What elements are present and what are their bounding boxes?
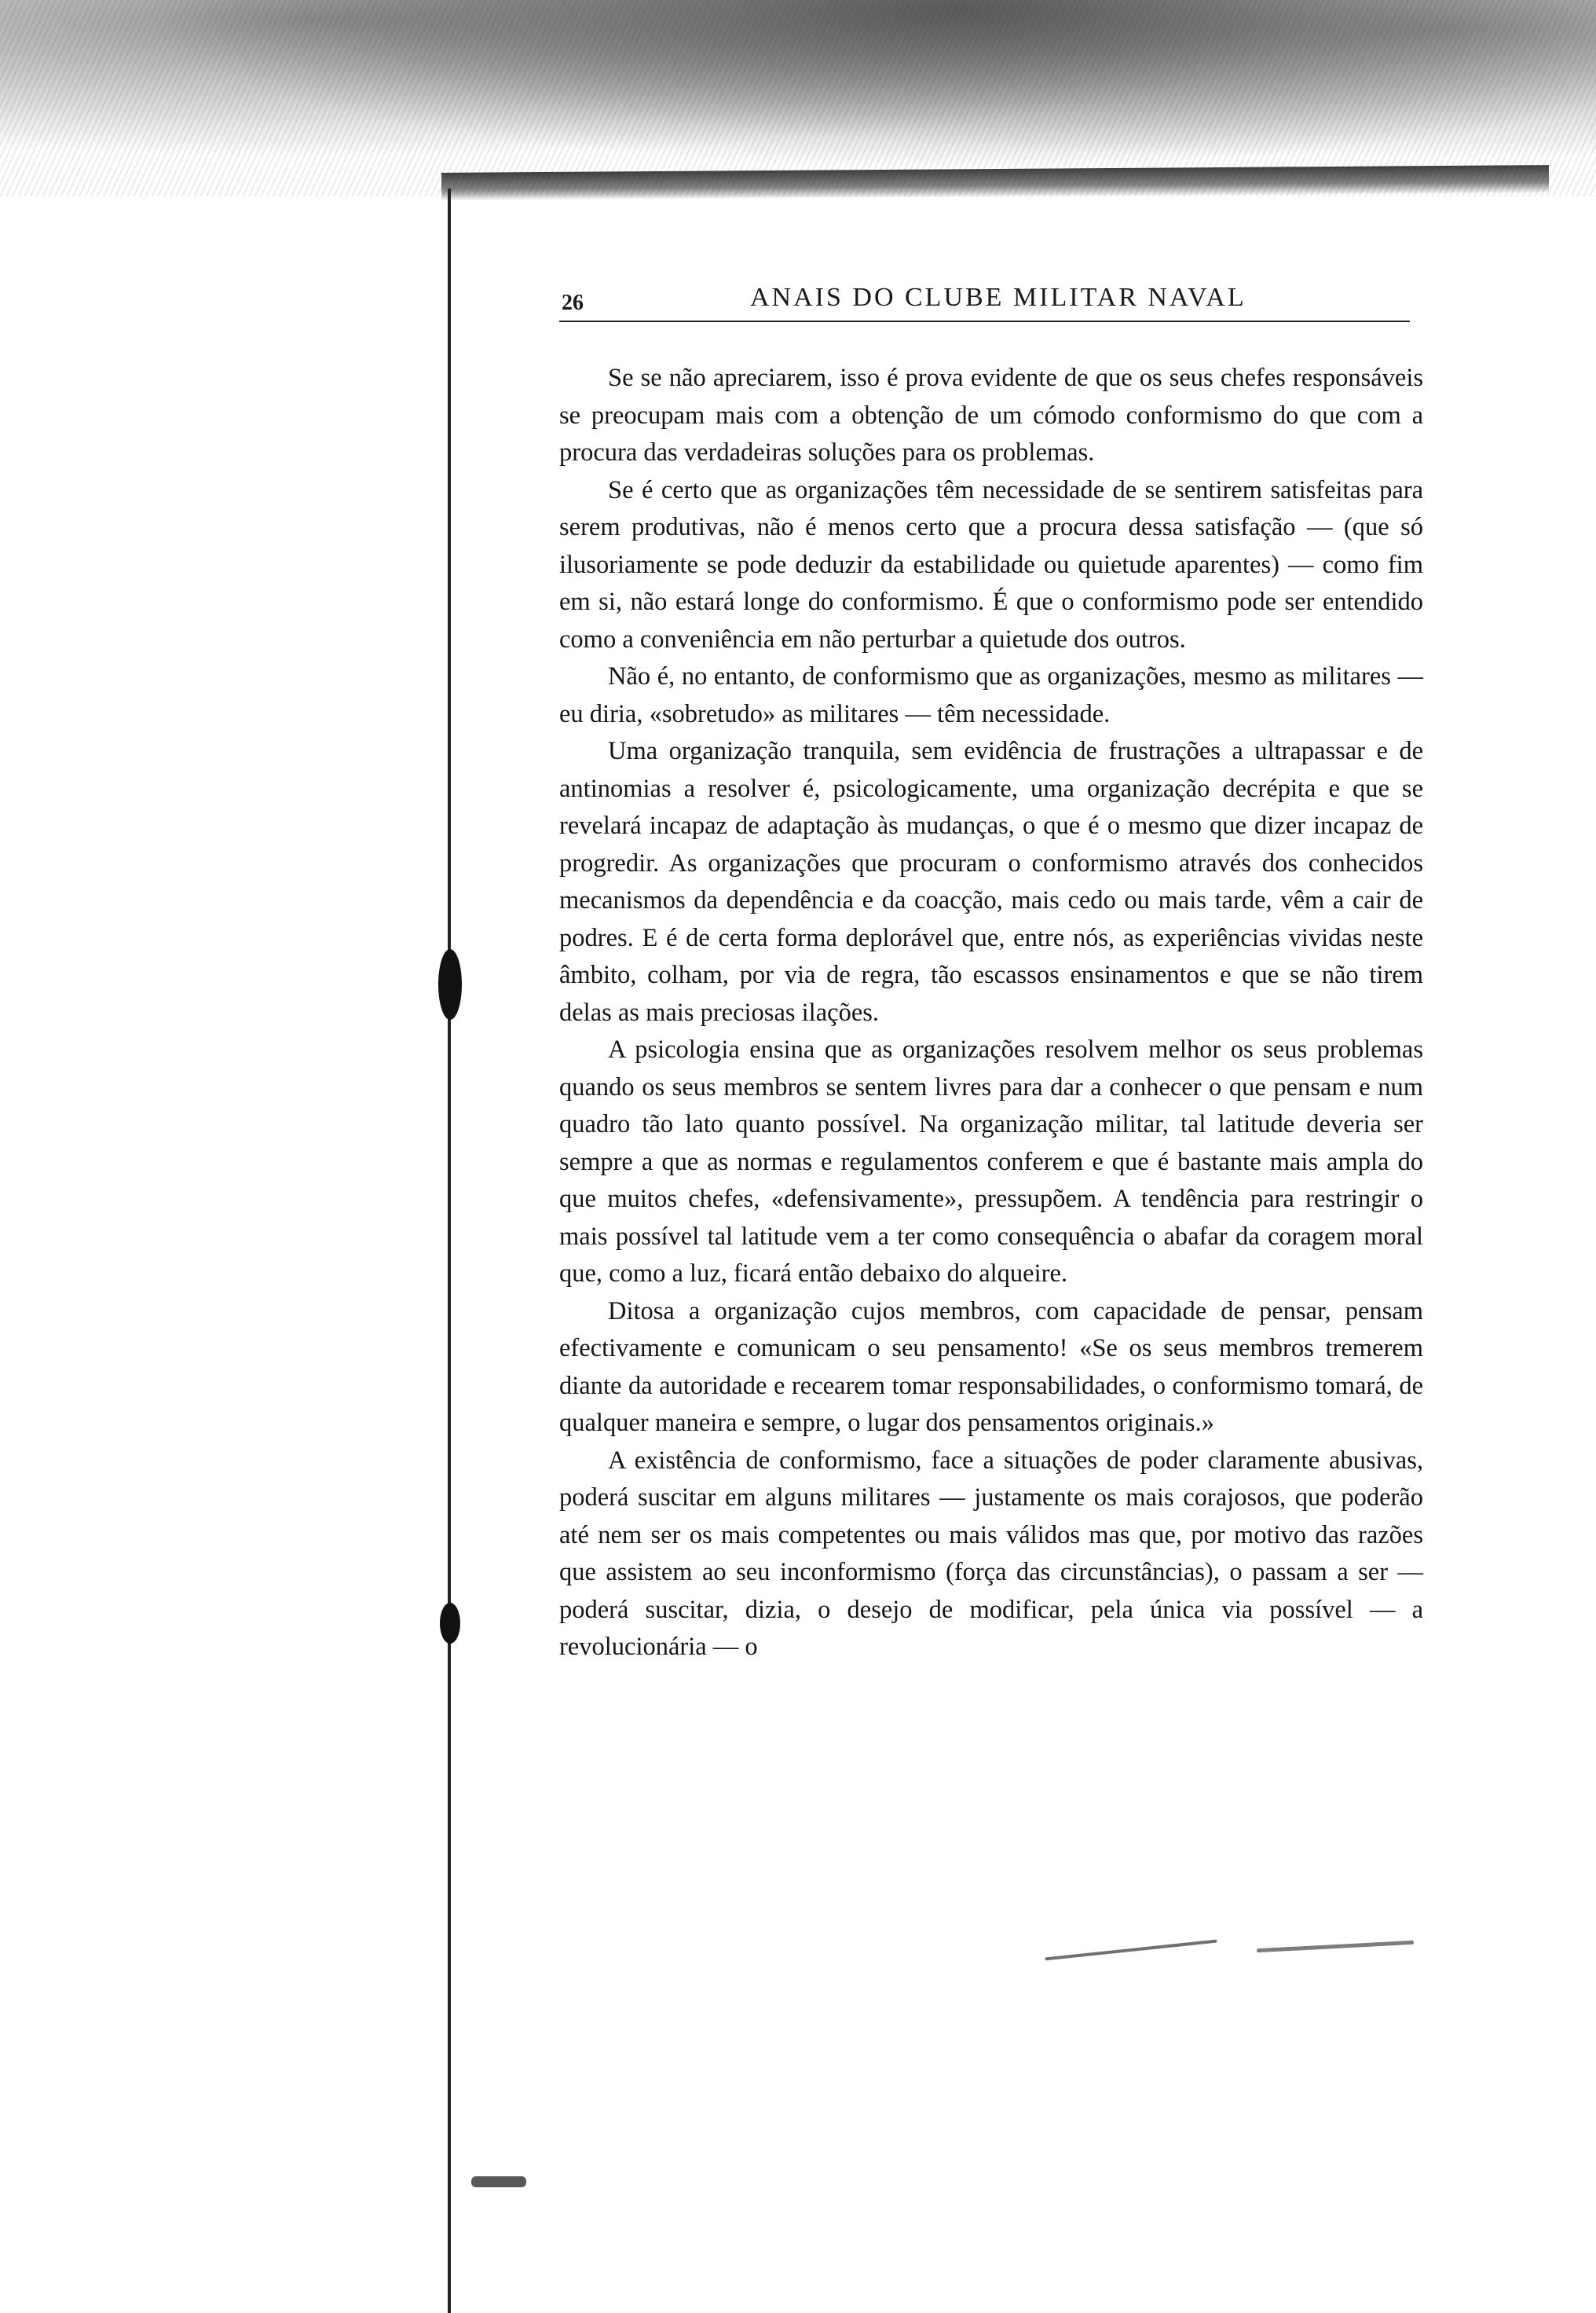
paragraph: Se se não apreciarem, isso é prova evidente de que os seus chefes responsáveis se preocupam mais com a obtenção de um cómodo conformismo do que com a procura das verdadeiras soluções para os problemas. bbox=[559, 364, 1423, 467]
paragraph: Não é, no entanto, de conformismo que as organizações, mesmo as militares — eu diria, «sobretudo» as militares — têm necessidade. bbox=[559, 662, 1423, 728]
scan-smudge bbox=[1045, 1940, 1217, 1961]
scan-smudge bbox=[471, 2176, 526, 2187]
scan-ink-blot bbox=[438, 949, 462, 1020]
paragraph: A existência de conformismo, face a situações de poder claramente abusivas, poderá suscitar em alguns militares — justamente os mais corajosos, que poderão até nem ser os mais competentes ou mais válidos mas que, por motivo das razões que assistem ao seu inconformismo (força das circunstâncias), o passam a ser — poderá suscitar, dizia, o desejo de modificar, pela única via possível — a revolucionária — o bbox=[559, 1446, 1423, 1661]
header-rule bbox=[559, 321, 1410, 322]
running-head: ANAIS DO CLUBE MILITAR NAVAL bbox=[750, 283, 1246, 312]
article-body bbox=[559, 360, 1423, 1666]
paragraph: Ditosa a organização cujos membros, com capacidade de pensar, pensam efectivamente e comunicam o seu pensamento! «Se os seus membros tremerem diante da autoridade e recearem tomar responsabilidades, o conformismo tomará, de qualquer maneira e sempre, o lugar dos pensamentos originais.» bbox=[559, 1296, 1423, 1437]
paragraph: Se é certo que as organizações têm necessidade de se sentirem satisfeitas para serem produtivas, não é menos certo que a procura dessa satisfação — (que só ilusoriamente se pode deduzir da estabilidade ou quietude aparentes) — como fim em si, não estará longe do conformismo. É que o conformismo pode ser entendido como a conveniência em não perturbar a quietude dos outros. bbox=[559, 475, 1423, 654]
scan-smudge bbox=[1257, 1941, 1414, 1952]
scan-binding-line bbox=[448, 189, 451, 2313]
page-header bbox=[562, 281, 1406, 321]
paragraph: A psicologia ensina que as organizações resolvem melhor os seus problemas quando os seus membros se sentem livres para dar a conhecer o que pensam e num quadro tão lato quanto possível. Na organização militar, tal latitude deveria ser sempre a que as normas e regulamentos conferem e que é bastante mais ampla do que muitos chefes, «defensivamente», pressupõem. A tendência para restringir o mais possível tal latitude vem a ter como consequência o abafar da coragem moral que, como a luz, ficará então debaixo do alqueire. bbox=[559, 1036, 1423, 1288]
scan-ink-blot bbox=[440, 1603, 460, 1644]
paragraph: Uma organização tranquila, sem evidência de frustrações a ultrapassar e de antinomias a resolver é, psicologicamente, uma organização decrépita e que se revelará incapaz de adaptação às mudanças, o que é o mesmo que dizer incapaz de progredir. As organizações que procuram o conformismo através dos conhecidos mecanismos da dependência e da coacção, mais cedo ou mais tarde, vêm a cair de podres. E é de certa forma deplorável que, entre nós, as experiências vividas neste âmbito, colham, por via de regra, tão escassos ensinamentos e que se não tirem delas as mais preciosas ilações. bbox=[559, 737, 1423, 1027]
page-number: 26 bbox=[562, 291, 584, 315]
